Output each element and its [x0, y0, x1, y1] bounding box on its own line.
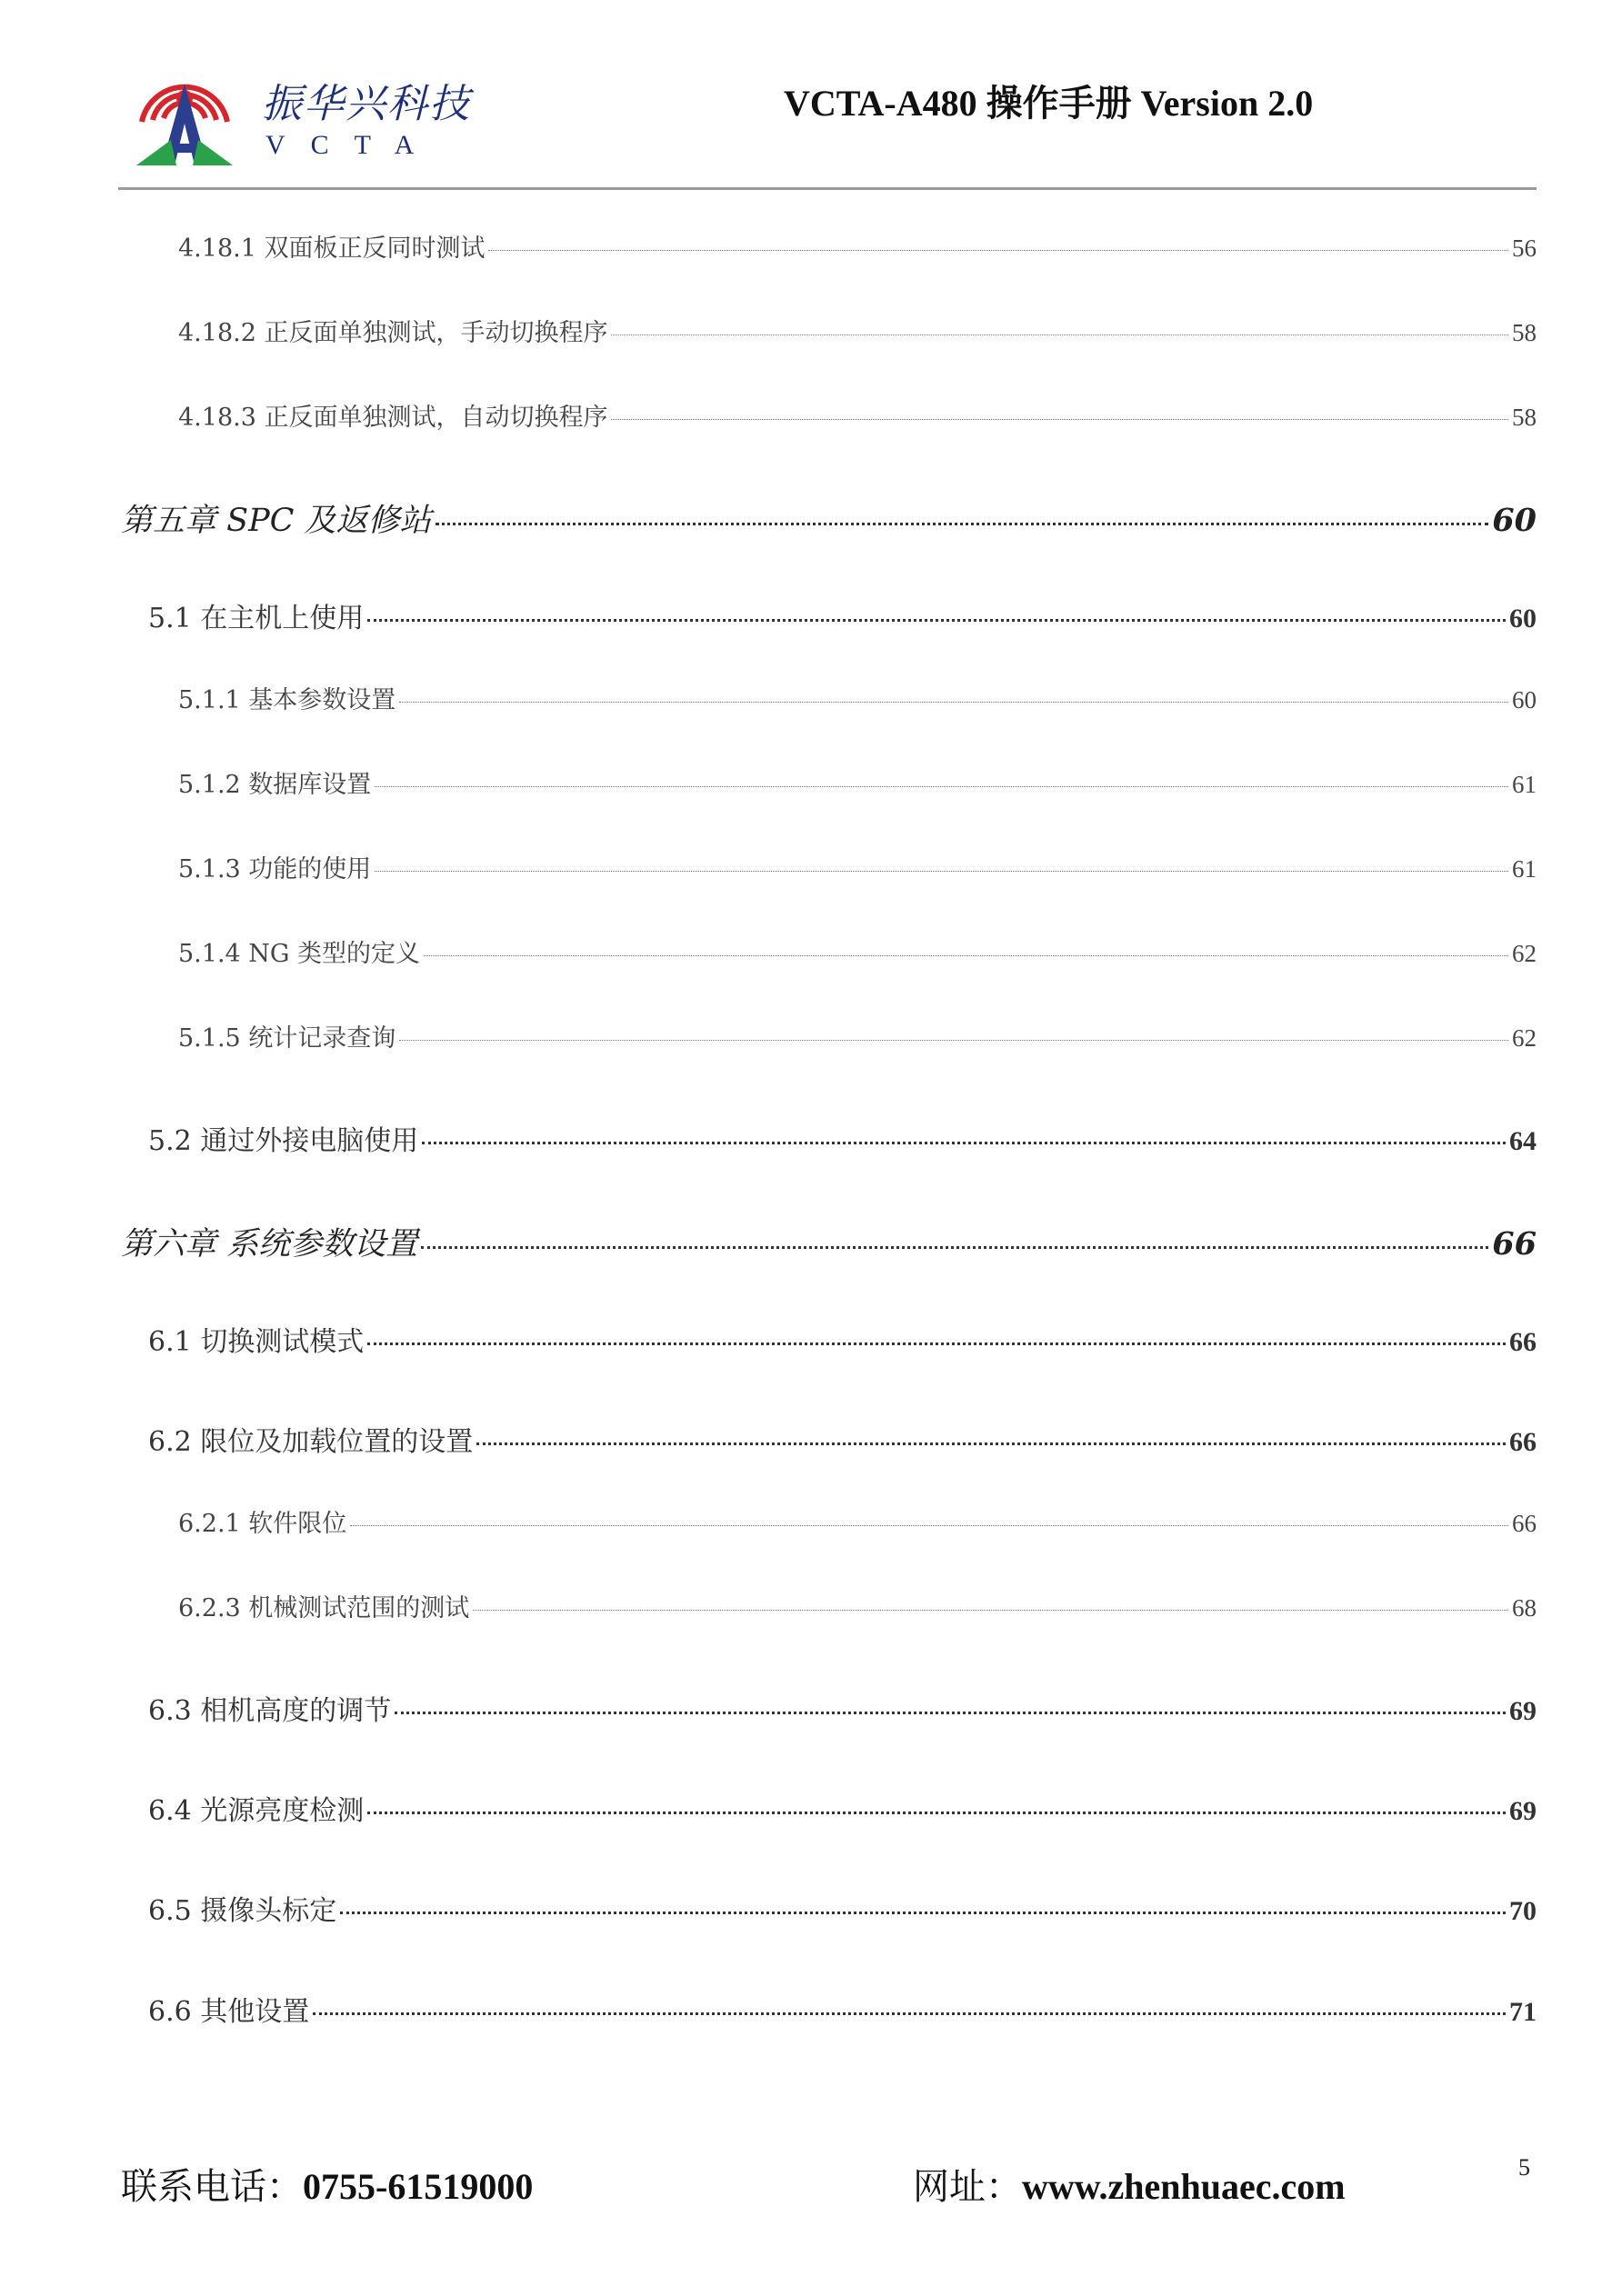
toc-entry-page: 58 — [1512, 404, 1537, 431]
toc-entry-label: 5.1.4 NG 类型的定义 — [178, 940, 421, 968]
toc-dot-leader — [611, 419, 1508, 420]
page-footer — [0, 2127, 1622, 2236]
toc-dot-leader — [367, 619, 1506, 622]
toc-entry-label: 第六章 系统参数设置 — [121, 1226, 418, 1263]
toc-entry-page: 58 — [1512, 319, 1537, 346]
toc-entry-label: 5.1.5 统计记录查询 — [178, 1024, 396, 1053]
toc-entry-sub[interactable] — [178, 933, 1537, 969]
toc-entry-label: 4.18.1 双面板正反同时测试 — [178, 235, 486, 263]
company-logo-icon — [135, 56, 235, 170]
toc-entry-label: 6.5 摄像头标定 — [148, 1895, 337, 1927]
toc-entry-section[interactable] — [148, 1118, 1537, 1158]
toc-dot-leader — [367, 1812, 1506, 1814]
toc-entry-page: 71 — [1509, 1997, 1537, 2027]
contact-label: 联系电话： — [121, 2166, 303, 2208]
toc-dot-leader — [340, 1912, 1506, 1914]
toc-entry-page: 66 — [1492, 1225, 1537, 1263]
toc-entry-page: 66 — [1509, 1427, 1537, 1457]
toc-entry-page: 60 — [1492, 502, 1537, 539]
toc-entry-label: 6.4 光源亮度检测 — [148, 1795, 365, 1827]
toc-entry-page: 62 — [1512, 1024, 1537, 1052]
toc-dot-leader — [350, 1525, 1508, 1526]
toc-entry-label: 6.2.3 机械测试范围的测试 — [178, 1594, 470, 1622]
contact-phone — [121, 2158, 533, 2210]
toc-entry-label: 4.18.3 正反面单独测试，自动切换程序 — [178, 404, 608, 432]
toc-entry-page: 68 — [1512, 1594, 1537, 1622]
website — [913, 2158, 1346, 2210]
toc-entry-sub[interactable] — [178, 764, 1537, 800]
toc-entry-label: 6.2 限位及加载位置的设置 — [148, 1426, 474, 1458]
toc-entry-label: 4.18.2 正反面单独测试，手动切换程序 — [178, 319, 608, 347]
toc-entry-label: 5.1.1 基本参数设置 — [178, 686, 396, 714]
toc-entry-sub[interactable] — [178, 1588, 1537, 1623]
toc-entry-section[interactable] — [148, 595, 1537, 635]
toc-entry-label: 第五章 SPC 及返修站 — [121, 503, 432, 539]
toc-dot-leader — [476, 1442, 1506, 1445]
toc-entry-label: 6.1 切换测试模式 — [148, 1326, 365, 1358]
toc-entry-chapter[interactable] — [121, 495, 1537, 541]
toc-entry-label: 5.1.2 数据库设置 — [178, 771, 372, 799]
toc-dot-leader — [422, 1142, 1506, 1144]
toc-dot-leader — [488, 250, 1508, 251]
toc-dot-leader — [375, 786, 1508, 787]
toc-dot-leader — [395, 1712, 1506, 1714]
toc-entry-sub[interactable] — [178, 397, 1537, 433]
toc-entry-page: 69 — [1509, 1696, 1537, 1726]
header-divider — [118, 187, 1537, 190]
website-label: 网址： — [913, 2166, 1022, 2208]
toc-dot-leader — [473, 1610, 1508, 1611]
contact-number: 0755-61519000 — [303, 2166, 534, 2207]
toc-entry-sub[interactable] — [178, 1503, 1537, 1539]
toc-entry-label: 5.1 在主机上使用 — [148, 603, 365, 634]
toc-dot-leader — [399, 1040, 1508, 1041]
toc-entry-sub[interactable] — [178, 1018, 1537, 1053]
toc-dot-leader — [399, 702, 1508, 703]
toc-entry-label: 6.3 相机高度的调节 — [148, 1695, 392, 1727]
toc-entry-section[interactable] — [148, 1419, 1537, 1459]
toc-entry-page: 56 — [1512, 235, 1537, 262]
toc-entry-section[interactable] — [148, 1989, 1537, 2029]
toc-entry-sub[interactable] — [178, 849, 1537, 884]
toc-entry-page: 61 — [1512, 771, 1537, 798]
toc-entry-page: 69 — [1509, 1796, 1537, 1826]
toc-entry-section[interactable] — [148, 1788, 1537, 1828]
toc-dot-leader — [436, 523, 1489, 525]
toc-entry-page: 66 — [1509, 1327, 1537, 1357]
toc-entry-page: 60 — [1509, 604, 1537, 634]
toc-entry-page: 64 — [1509, 1126, 1537, 1156]
toc-entry-section[interactable] — [148, 1319, 1537, 1359]
toc-entry-section[interactable] — [148, 1688, 1537, 1728]
toc-entry-label: 5.2 通过外接电脑使用 — [148, 1125, 419, 1157]
toc-entry-sub[interactable] — [178, 313, 1537, 348]
toc-entry-section[interactable] — [148, 1888, 1537, 1928]
toc-entry-label: 6.6 其他设置 — [148, 1996, 310, 2028]
page-number: 5 — [1518, 2154, 1530, 2181]
toc-entry-page: 60 — [1512, 686, 1537, 714]
toc-entry-page: 61 — [1512, 855, 1537, 883]
brand-name-chinese: 振华兴科技 — [262, 81, 471, 127]
website-url[interactable]: www.zhenhuaec.com — [1022, 2166, 1346, 2207]
toc-entry-label: 6.2.1 软件限位 — [178, 1510, 347, 1538]
toc-dot-leader — [375, 871, 1508, 872]
page-header — [0, 0, 1622, 195]
toc-entry-sub[interactable] — [178, 680, 1537, 715]
toc-entry-sub[interactable] — [178, 228, 1537, 264]
toc-dot-leader — [424, 955, 1508, 956]
toc-dot-leader — [367, 1343, 1506, 1345]
toc-dot-leader — [421, 1246, 1488, 1249]
toc-entry-chapter[interactable] — [121, 1219, 1537, 1264]
toc-entry-page: 62 — [1512, 940, 1537, 967]
document-title: VCTA-A480 操作手册 Version 2.0 — [784, 83, 1314, 124]
toc-entry-page: 66 — [1512, 1510, 1537, 1537]
toc-entry-page: 70 — [1509, 1896, 1537, 1926]
toc-entry-label: 5.1.3 功能的使用 — [178, 855, 372, 883]
brand-name-english: VCTA — [265, 130, 440, 160]
toc-dot-leader — [611, 334, 1508, 335]
toc-dot-leader — [313, 2012, 1506, 2015]
